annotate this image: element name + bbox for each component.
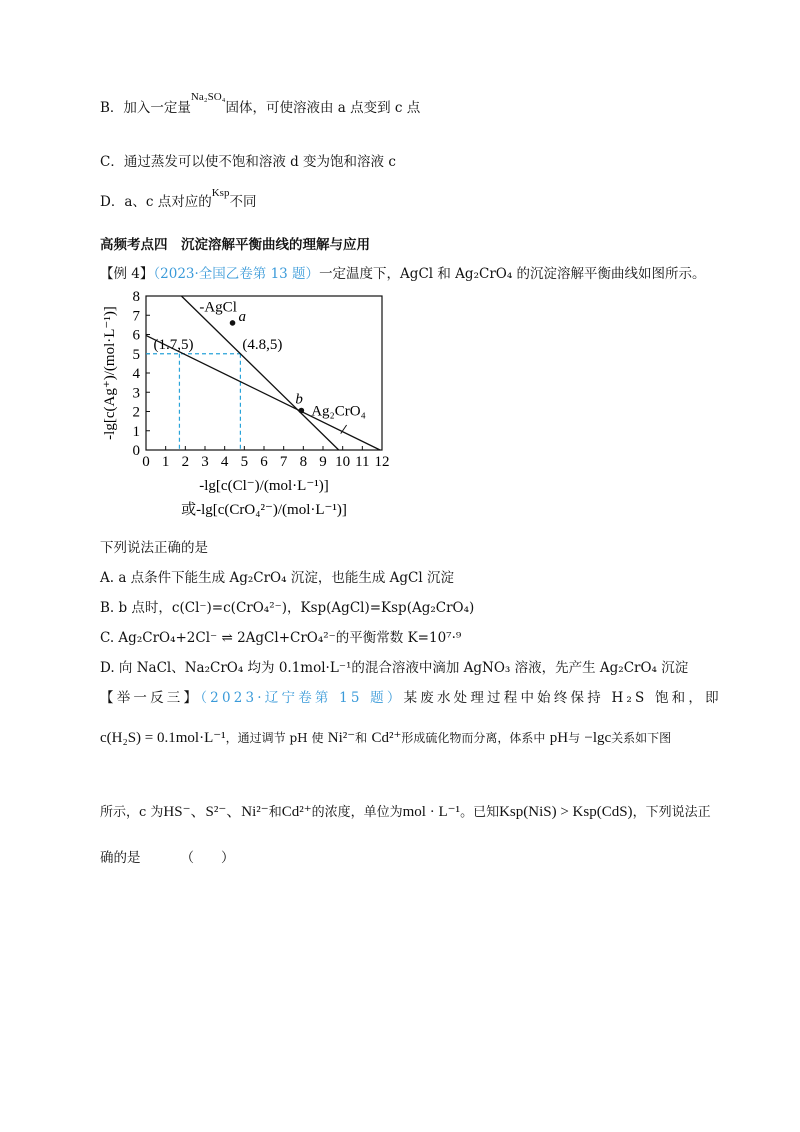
x-tick-label: 5 [240,454,249,470]
y-tick-label: 1 [132,423,140,440]
na2so4-formula: Na₂SO₄ [190,91,226,103]
follow-up-label: 【举一反三】 [100,690,201,706]
x-tick-label: 6 [260,454,268,470]
y-tick-label: 6 [132,327,140,344]
annotation: (1.7,5) [153,336,194,353]
y-tick-label: 5 [132,346,140,363]
example-citation: （2023·全国乙卷第 13 题） [153,266,320,282]
follow-up-line2: c(H₂S) = 0.1mol·L⁻¹，通过调节 pH 使 Ni²⁻和 Cd²⁺形成硫化物而分离，体系中 pH与 −lgc关系如下图 [100,730,672,746]
section-heading: 高频考点四 沉淀溶解平衡曲线的理解与应用 [100,237,370,253]
example-text: 一定温度下，AgCl 和 Ag₂CrO₄ 的沉淀溶解平衡曲线如图所示。 [319,266,706,282]
chart-guides [146,354,240,450]
question-option-b: B. b 点时，c(Cl⁻)=c(CrO₄²⁻)，Ksp(AgCl)=Ksp(Ag₂CrO₄) [100,600,475,616]
x-axis-label-alt: 或-lg[c(CrO₄²⁻)/(mol·L⁻¹)] [181,502,347,518]
annotation: (4.8,5) [242,336,283,353]
follow-up-citation: （2023·辽宁卷第 15 题） [200,690,404,706]
point-label: b [295,391,303,408]
solubility-chart [100,284,400,524]
x-tick-label: 3 [201,454,209,470]
question-option-c: C. Ag₂CrO₄+2Cl⁻ ⇌ 2AgCl+CrO₄²⁻的平衡常数 K=10⁷·⁹ [100,630,462,646]
follow-up-line4: 确的是 （ ） [100,850,235,866]
y-tick-label: 3 [132,385,140,402]
y-tick-label: 4 [132,366,140,382]
option-d: D．a、c 点对应的$^{Ksp}$不同 [100,187,257,210]
option-c: C．通过蒸发可以使不饱和溶液 d 变为饱和溶液 c [100,154,396,170]
x-tick-label: 12 [374,454,390,470]
follow-up-line3: 所示，c 为HS⁻、S²⁻、Ni²⁻和Cd²⁺的浓度，单位为mol · L⁻¹。已知Ksp(NiS) > Ksp(CdS)，下列说法正 [100,804,711,820]
series-label: -AgCl [199,299,237,316]
series-line [181,296,338,450]
x-tick-label: 9 [319,454,327,470]
y-axis-label: -lg[c(Ag⁺)/(mol·L⁻¹)] [102,306,118,440]
question-option-a: A. a 点条件下能生成 Ag₂CrO₄ 沉淀，也能生成 AgCl 沉淀 [100,570,454,586]
y-tick-label: 0 [132,443,140,459]
x-tick-label: 4 [220,454,229,470]
x-tick-label: 0 [142,454,150,470]
question-stem: 下列说法正确的是 [100,540,208,556]
y-tick-label: 2 [132,404,140,421]
x-tick-label: 8 [299,454,308,470]
series-label: Ag₂CrO₄ [311,403,366,420]
x-tick-label: 1 [161,454,170,470]
option-b: B．加入一定量$^{Na_2SO_4}$固体，可使溶液由 a 点变到 c 点 [100,91,421,116]
x-tick-label: 7 [279,454,288,470]
x-tick-label: 11 [355,454,370,470]
question-option-d: D. 向 NaCl、Na₂CrO₄ 均为 0.1mol·L⁻¹的混合溶液中滴加 AgNO₃ 溶液，先产生 Ag₂CrO₄ 沉淀 [100,660,689,676]
point-label: a [238,308,247,325]
y-tick-label: 8 [132,289,140,305]
y-tick-label: 7 [132,308,140,325]
chart-labels [153,300,365,434]
x-axis-label: -lg[c(Cl⁻)/(mol·L⁻¹)] [199,478,329,494]
ksp-formula: Ksp [211,187,230,199]
answer-blank: （ ） [180,850,235,866]
x-tick-label: 2 [181,454,190,470]
data-point [230,320,236,326]
data-point [299,408,305,414]
follow-up-intro: 【举一反三】（2023·辽宁卷第 15 题）某废水处理过程中始终保持 H₂S 饱和，即 [100,690,722,706]
example-4-intro [100,262,706,282]
x-tick-label: 10 [335,454,351,470]
example-label: 【例 4】 [100,266,154,282]
plot-frame [146,296,382,450]
